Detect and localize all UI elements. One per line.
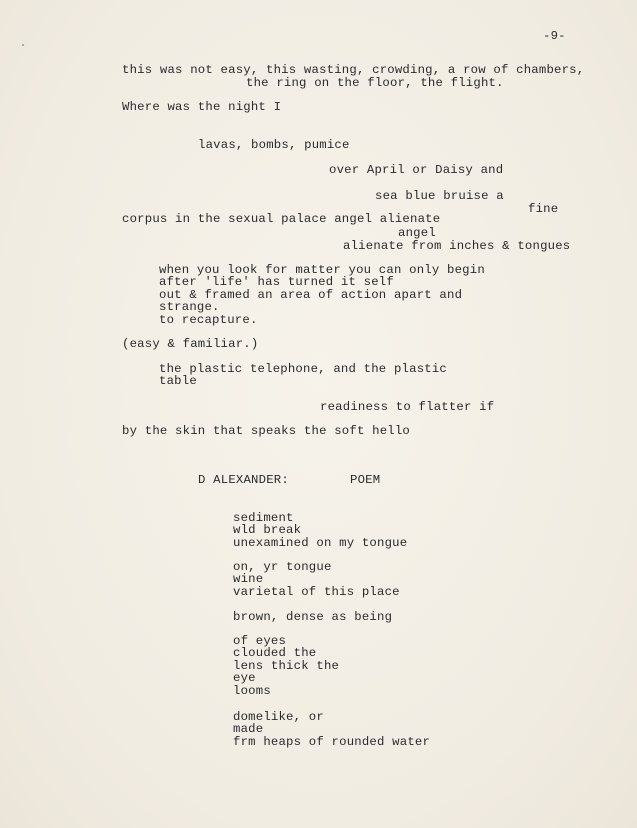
text-line: (easy & familiar.) xyxy=(122,337,259,351)
text-line: alienate from inches & tongues xyxy=(343,239,571,253)
poem-line: unexamined on my tongue xyxy=(233,536,408,550)
poem-line: clouded the xyxy=(233,646,317,660)
poem-line: lens thick the xyxy=(233,659,340,673)
text-line: after 'life' has turned it self xyxy=(159,275,394,289)
text-line: when you look for matter you can only begin xyxy=(159,263,485,277)
text-line: strange. xyxy=(159,300,220,314)
text-line: table xyxy=(159,374,197,388)
poem-line: brown, dense as being xyxy=(233,610,393,624)
poem-line: looms xyxy=(233,684,271,698)
text-line: Where was the night I xyxy=(122,100,282,114)
text-line: the plastic telephone, and the plastic xyxy=(159,362,448,376)
poem-line: made xyxy=(233,722,264,736)
poem-line: wld break xyxy=(233,523,302,537)
paper-speck xyxy=(22,44,24,46)
text-line: over April or Daisy and xyxy=(329,163,504,177)
poem-line: varietal of this place xyxy=(233,585,400,599)
poem-line: frm heaps of rounded water xyxy=(233,735,431,749)
poem-line: sediment xyxy=(233,511,294,525)
poem-line: on, yr tongue xyxy=(233,560,332,574)
page-number: -9- xyxy=(543,29,566,43)
text-line: fine xyxy=(528,202,559,216)
poem-title: POEM xyxy=(350,473,381,487)
text-line: corpus in the sexual palace angel alienate xyxy=(122,212,441,226)
poem-line: eye xyxy=(233,671,256,685)
text-line: this was not easy, this wasting, crowding, a row of chambers, xyxy=(122,63,585,77)
poem-line: of eyes xyxy=(233,634,287,648)
text-line: out & framed an area of action apart and xyxy=(159,288,463,302)
text-line: readiness to flatter if xyxy=(320,400,495,414)
poem-line: wine xyxy=(233,572,264,586)
poem-author: D ALEXANDER: xyxy=(198,473,289,487)
text-line: to recapture. xyxy=(159,313,258,327)
text-line: lavas, bombs, pumice xyxy=(198,138,350,152)
text-line: by the skin that speaks the soft hello xyxy=(122,424,411,438)
text-line: the ring on the floor, the flight. xyxy=(246,76,504,90)
text-line: angel xyxy=(398,226,436,240)
poem-line: domelike, or xyxy=(233,710,324,724)
text-line: sea blue bruise a xyxy=(375,189,504,203)
